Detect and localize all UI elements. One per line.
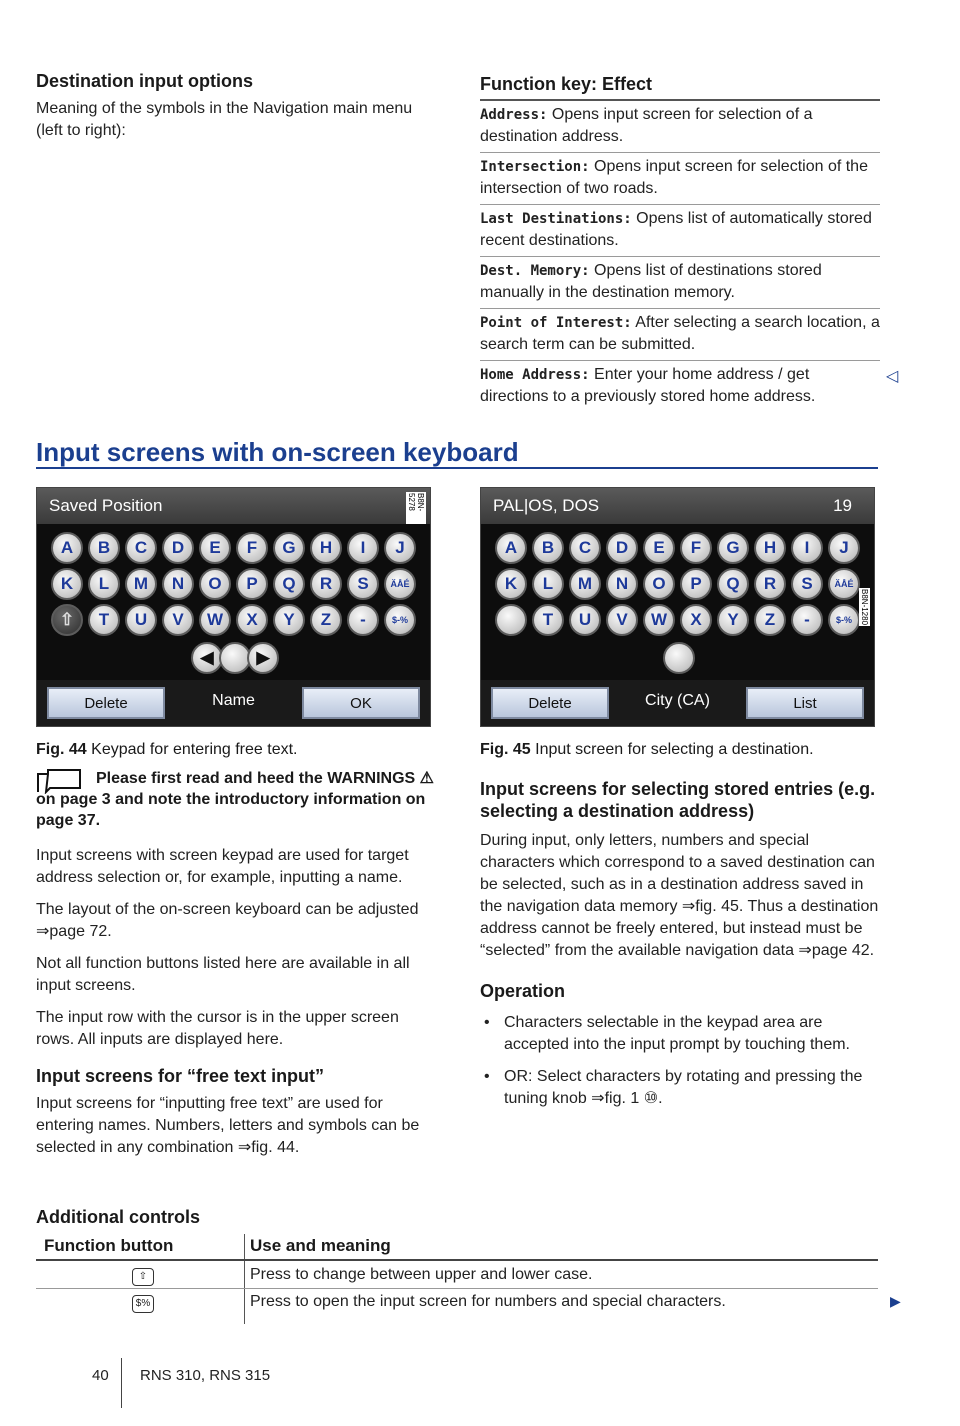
- key-t[interactable]: T: [532, 604, 564, 636]
- warning-text: Please first read and heed the WARNINGS ⚠ on page 3 and note the introductory information on page 37.: [36, 770, 434, 829]
- key-o[interactable]: O: [199, 568, 231, 600]
- function-key-label: Home Address:: [480, 367, 590, 383]
- key-u[interactable]: U: [569, 604, 601, 636]
- delete-button[interactable]: Delete: [47, 687, 165, 719]
- function-key-label: Intersection:: [480, 159, 590, 175]
- scroll-button[interactable]: [663, 642, 695, 674]
- key-p[interactable]: P: [236, 568, 268, 600]
- function-key-label: Last Destinations:: [480, 211, 632, 227]
- list-item: • OR: Select characters by rotating and pressing the tuning knob ⇒fig. 1 ⑩.: [480, 1066, 880, 1110]
- function-key-table: [480, 70, 880, 408]
- body-para: Not all function buttons listed here are available in all input screens.: [36, 955, 410, 994]
- fig44-button-bar: [37, 680, 430, 726]
- key-l[interactable]: L: [532, 568, 564, 600]
- key-t[interactable]: T: [88, 604, 120, 636]
- controls-col1: Function button: [44, 1236, 174, 1255]
- key-l[interactable]: L: [88, 568, 120, 600]
- fig44-title-bar: [37, 488, 430, 524]
- fig45-title-bar: [481, 488, 874, 524]
- table-rule: [36, 1259, 878, 1261]
- key-symbol[interactable]: -: [347, 604, 379, 636]
- book-icon: [36, 768, 82, 794]
- key-z[interactable]: Z: [310, 604, 342, 636]
- key-y[interactable]: Y: [273, 604, 305, 636]
- fig44-caption-num: Fig. 44: [36, 741, 87, 758]
- key-v[interactable]: V: [606, 604, 638, 636]
- warning-note: [36, 768, 436, 831]
- key-b[interactable]: B: [88, 532, 120, 564]
- section-title: Input screens with on-screen keyboard: [36, 437, 519, 467]
- table-row: [480, 205, 880, 257]
- key-f[interactable]: F: [680, 532, 712, 564]
- key-w[interactable]: W: [643, 604, 675, 636]
- fig45-keypad: [481, 524, 874, 680]
- table-divider: [244, 1234, 245, 1324]
- key-c[interactable]: C: [569, 532, 601, 564]
- key-y[interactable]: Y: [717, 604, 749, 636]
- fig45-field-label: City (CA): [645, 692, 710, 709]
- controls-col2: Use and meaning: [250, 1236, 391, 1255]
- key-g[interactable]: G: [717, 532, 749, 564]
- key-h[interactable]: H: [754, 532, 786, 564]
- key-m[interactable]: M: [125, 568, 157, 600]
- cursor-left-button[interactable]: ◀: [191, 642, 223, 674]
- options-intro: Meaning of the symbols in the Navigation main menu (left to right):: [36, 100, 413, 139]
- function-key-header: Function key: Effect: [480, 70, 880, 101]
- key-b[interactable]: B: [532, 532, 564, 564]
- function-key-desc: Opens list of automatically stored recent destinations.: [480, 210, 872, 249]
- key-i[interactable]: I: [347, 532, 379, 564]
- shift-icon: ⇧: [132, 1266, 154, 1286]
- key-i[interactable]: I: [791, 532, 823, 564]
- key-z[interactable]: Z: [754, 604, 786, 636]
- function-key-desc: Enter your home address / get directions to a previously stored home address.: [480, 366, 816, 405]
- key-x[interactable]: X: [680, 604, 712, 636]
- fig45-screen: [480, 487, 875, 727]
- key-d[interactable]: D: [162, 532, 194, 564]
- section-divider: [36, 467, 878, 469]
- model-name: RNS 310, RNS 315: [140, 1367, 271, 1384]
- key-symbol[interactable]: ÄÅÉ: [384, 568, 416, 600]
- free-text-heading: Input screens for “free text input”: [36, 1066, 325, 1086]
- page-number: 40: [92, 1367, 109, 1384]
- list-button[interactable]: List: [746, 687, 864, 719]
- body-para: Input screens with screen keypad are used for target address selection or, for example, inputting a name.: [36, 847, 409, 886]
- key-j[interactable]: J: [384, 532, 416, 564]
- key-n[interactable]: N: [606, 568, 638, 600]
- free-text-para: Input screens for “inputting free text” are used for entering names. Numbers, letters and symbols can be selected in any combination ⇒fig. 44.: [36, 1095, 420, 1156]
- fig45-code: B8N-1280: [860, 589, 869, 626]
- key-blank[interactable]: [495, 604, 527, 636]
- function-key-desc: Opens input screen for selection of a destination address.: [480, 106, 813, 145]
- key-n[interactable]: N: [162, 568, 194, 600]
- key-f[interactable]: F: [236, 532, 268, 564]
- key-d[interactable]: D: [606, 532, 638, 564]
- key-m[interactable]: M: [569, 568, 601, 600]
- key-o[interactable]: O: [643, 568, 675, 600]
- key-s[interactable]: S: [791, 568, 823, 600]
- key-q[interactable]: Q: [717, 568, 749, 600]
- key-symbol[interactable]: -: [791, 604, 823, 636]
- fig45-button-bar: [481, 680, 874, 726]
- key-j[interactable]: J: [828, 532, 860, 564]
- function-key-label: Dest. Memory:: [480, 263, 590, 279]
- table-row: [480, 257, 880, 309]
- fig44-field-label: Name: [212, 692, 255, 709]
- key-symbol[interactable]: ÄÅÉ: [828, 568, 860, 600]
- key-symbol[interactable]: ⇧: [51, 604, 83, 636]
- body-para: The layout of the on-screen keyboard can be adjusted ⇒page 72.: [36, 901, 419, 940]
- key-a[interactable]: A: [51, 532, 83, 564]
- fig45-caption: [480, 741, 814, 759]
- fig45-caption-num: Fig. 45: [480, 741, 531, 758]
- fig44-caption-text: Keypad for entering free text.: [91, 741, 298, 758]
- function-key-desc: Opens list of destinations stored manually in the destination memory.: [480, 262, 822, 301]
- key-v[interactable]: V: [162, 604, 194, 636]
- next-page-icon: ▶: [890, 1293, 901, 1309]
- key-g[interactable]: G: [273, 532, 305, 564]
- key-c[interactable]: C: [125, 532, 157, 564]
- key-symbol[interactable]: $-%: [828, 604, 860, 636]
- cursor-right-button[interactable]: ▶: [247, 642, 279, 674]
- key-k[interactable]: K: [51, 568, 83, 600]
- list-item: • Characters selectable in the keypad area are accepted into the input prompt by touching them.: [480, 1012, 880, 1056]
- fig45-count: 19: [833, 496, 852, 515]
- body-para: The input row with the cursor is in the upper screen rows. All inputs are displayed here.: [36, 1009, 399, 1048]
- table-row: [480, 309, 880, 361]
- table-row: [480, 101, 880, 153]
- key-k[interactable]: K: [495, 568, 527, 600]
- fig44-keypad: [37, 524, 430, 680]
- function-key-desc: After selecting a search location, a search term can be submitted.: [480, 314, 880, 353]
- controls-row-text: Press to change between upper and lower case.: [250, 1266, 593, 1283]
- key-symbol[interactable]: $-%: [384, 604, 416, 636]
- special-chars-icon: $%: [132, 1293, 154, 1313]
- operation-heading: Operation: [480, 981, 566, 1001]
- table-row: [480, 361, 880, 408]
- key-r[interactable]: R: [754, 568, 786, 600]
- ok-button[interactable]: OK: [302, 687, 420, 719]
- key-a[interactable]: A: [495, 532, 527, 564]
- function-key-label: Point of Interest:: [480, 315, 632, 331]
- table-rule: [36, 1288, 878, 1289]
- section-end-icon: ◁: [886, 368, 899, 385]
- fig45-caption-text: Input screen for selecting a destination.: [535, 741, 814, 758]
- footer-divider: [121, 1358, 122, 1408]
- key-x[interactable]: X: [236, 604, 268, 636]
- controls-heading: Additional controls: [36, 1207, 200, 1227]
- fig44-input-text[interactable]: Saved Position: [49, 496, 163, 515]
- key-e[interactable]: E: [643, 532, 675, 564]
- key-e[interactable]: E: [199, 532, 231, 564]
- delete-button[interactable]: Delete: [491, 687, 609, 719]
- fig44-code: B8N-5278: [406, 492, 426, 524]
- options-heading: Destination input options: [36, 71, 253, 91]
- key-p[interactable]: P: [680, 568, 712, 600]
- fig45-input-text[interactable]: PAL|OS, DOS: [493, 496, 600, 515]
- fig44-screen: [36, 487, 431, 727]
- function-key-label: Address:: [480, 107, 548, 123]
- key-q[interactable]: Q: [273, 568, 305, 600]
- controls-row-text: Press to open the input screen for numbers and special characters.: [250, 1293, 726, 1310]
- key-s[interactable]: S: [347, 568, 379, 600]
- stored-entries-heading: Input screens for selecting stored entries (e.g. selecting a destination address): [480, 779, 876, 821]
- right-column: [480, 778, 880, 1110]
- key-u[interactable]: U: [125, 604, 157, 636]
- fig44-caption: [36, 741, 297, 759]
- stored-entries-para: During input, only letters, numbers and special characters which correspond to a saved destination can be selected, such as in a destination address saved in the navigation data memory ⇒fig. 45. Thus a destination address cannot be freely entered, but instead must be “selected” from the available navigation data ⇒page 42.: [480, 832, 879, 959]
- function-key-desc: Opens input screen for selection of the intersection of two roads.: [480, 158, 868, 197]
- table-row: [480, 153, 880, 205]
- left-column: [36, 768, 436, 1159]
- key-r[interactable]: R: [310, 568, 342, 600]
- key-h[interactable]: H: [310, 532, 342, 564]
- key-w[interactable]: W: [199, 604, 231, 636]
